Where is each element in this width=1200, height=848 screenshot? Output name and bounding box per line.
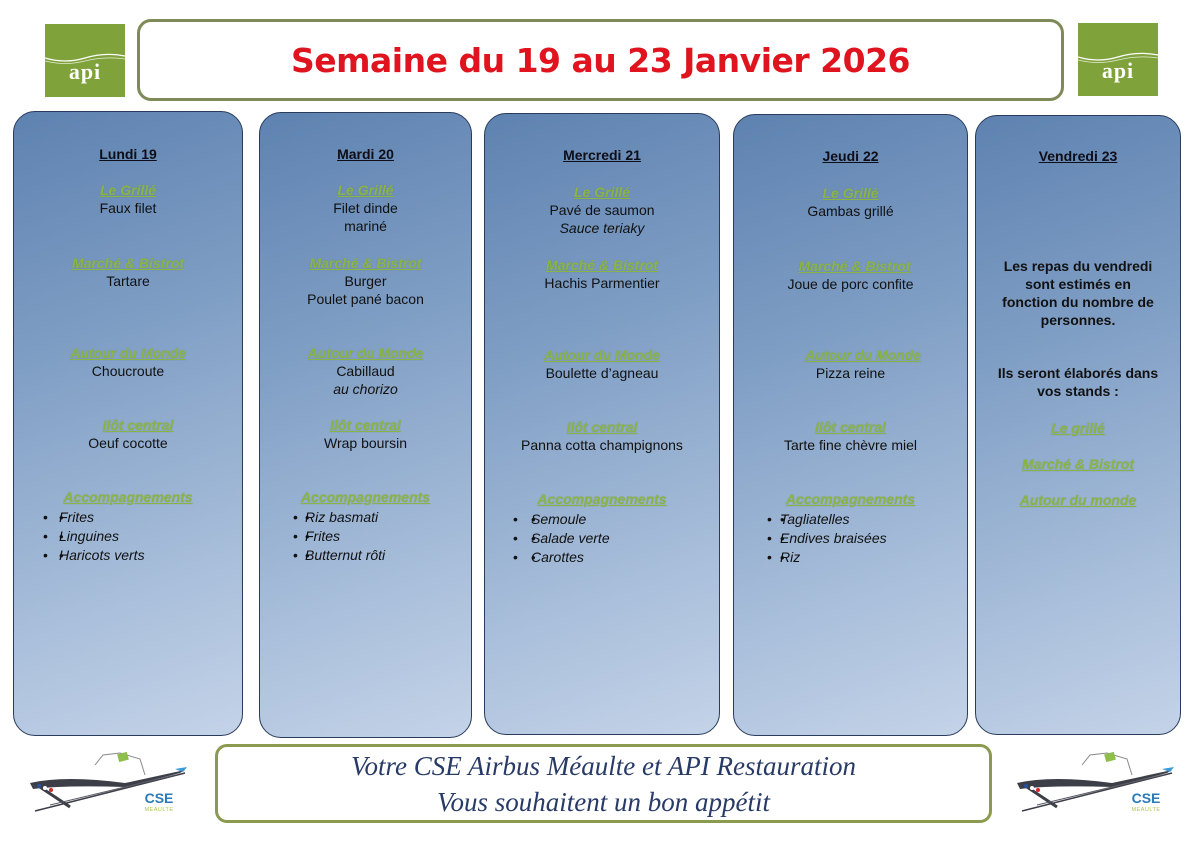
side-item: • • Haricots verts xyxy=(59,546,145,565)
day-card-lundi xyxy=(13,111,243,736)
sides-list xyxy=(767,510,887,567)
section-label-monde: Autour du Monde xyxy=(805,347,921,363)
sides-list xyxy=(513,510,610,567)
friday-note-stands: Ils seront élaborés dans vos stands : xyxy=(997,365,1159,399)
side-item: • • Frites xyxy=(305,527,385,546)
svg-text:MEAULTE: MEAULTE xyxy=(1131,807,1161,813)
section-label-bistrot: Marché & Bistrot xyxy=(71,255,185,271)
dish: Burger xyxy=(344,273,387,289)
section-label-ilot: Ilôt central xyxy=(330,417,401,433)
bullet-icon: • • xyxy=(293,528,298,544)
section-label-grill: Le Grillé xyxy=(573,184,631,200)
side-item: • • Butternut rôti xyxy=(305,546,385,565)
side-item: • • Salade verte xyxy=(531,529,610,548)
section-label-bistrot: Marché & Bistrot xyxy=(798,258,911,274)
api-logo-text: api xyxy=(1101,58,1135,83)
svg-text:CSE: CSE xyxy=(1131,790,1161,806)
dish: Oeuf cocotte xyxy=(88,435,168,451)
section-label-accompagnements: Accompagnements xyxy=(63,489,193,505)
side-item: • • Frites xyxy=(59,508,145,527)
day-title: Vendredi 23 xyxy=(1038,148,1118,164)
stand-label-bistrot: Marché & Bistrot xyxy=(1021,456,1135,472)
footer-line-1: Votre CSE Airbus Méaulte et API Restauration xyxy=(351,750,856,781)
bullet-icon: • • xyxy=(767,530,772,546)
section-label-monde: Autour du Monde xyxy=(544,347,660,363)
side-item: • • Carottes xyxy=(531,548,610,567)
title-banner xyxy=(137,19,1064,101)
day-card-mercredi xyxy=(484,113,720,735)
bullet-icon: • • xyxy=(43,509,48,525)
svg-text:MEAULTE: MEAULTE xyxy=(144,807,174,813)
dish: Pavé de saumon xyxy=(549,202,655,218)
dish: Panna cotta champignons xyxy=(521,437,683,453)
svg-text:CSE: CSE xyxy=(144,790,174,806)
dish: Choucroute xyxy=(91,363,165,379)
section-label-grill: Le Grillé xyxy=(822,185,879,201)
day-title: Mercredi 21 xyxy=(563,147,641,163)
dish: Hachis Parmentier xyxy=(544,275,660,291)
section-label-bistrot: Marché & Bistrot xyxy=(309,255,422,271)
dish: Tarte fine chèvre miel xyxy=(783,437,918,453)
day-card-mardi xyxy=(259,112,472,738)
side-item: • • Linguines xyxy=(59,527,145,546)
dish: Cabillaud xyxy=(336,363,395,379)
section-label-grill: Le Grillé xyxy=(99,182,157,198)
bullet-icon: • • xyxy=(513,549,518,565)
section-label-accompagnements: Accompagnements xyxy=(785,491,916,507)
bullet-icon: • • xyxy=(43,528,48,544)
cse-airbus-logo xyxy=(1012,745,1182,820)
side-item: • • Riz xyxy=(780,548,887,567)
day-card-vendredi xyxy=(975,115,1181,735)
dish: Poulet pané bacon xyxy=(307,291,424,307)
stand-label-monde: Autour du monde xyxy=(1019,492,1137,508)
bullet-icon: • • xyxy=(767,549,772,565)
section-label-monde: Autour du Monde xyxy=(307,345,424,361)
dish: au chorizo xyxy=(333,381,398,397)
bullet-icon: • • xyxy=(513,511,518,527)
day-card-jeudi xyxy=(733,114,968,736)
section-label-accompagnements: Accompagnements xyxy=(537,491,667,507)
dish: Filet dinde xyxy=(333,200,398,216)
section-label-monde: Autour du Monde xyxy=(70,345,186,361)
day-title: Jeudi 22 xyxy=(822,148,879,164)
dish: Boulette d’agneau xyxy=(545,365,659,381)
section-label-ilot: Ilôt central xyxy=(815,419,886,435)
stand-label-grill: Le grillé xyxy=(1051,420,1105,436)
side-item: • • Tagliatelles xyxy=(780,510,887,529)
section-label-ilot: Ilôt central xyxy=(566,419,638,435)
dish: mariné xyxy=(344,218,387,234)
side-item: • • Riz basmati xyxy=(305,508,385,527)
footer-banner xyxy=(215,744,992,823)
bullet-icon: • • xyxy=(767,511,772,527)
dish: Joue de porc confite xyxy=(787,276,914,292)
dish: Pizza reine xyxy=(815,365,886,381)
page-title: Semaine du 19 au 23 Janvier 2026 xyxy=(290,40,910,80)
side-item: • • Semoule xyxy=(531,510,610,529)
api-logo-text: api xyxy=(68,59,102,84)
footer-line-2: Vous souhaitent un bon appétit xyxy=(437,786,770,817)
friday-note: Les repas du vendredi sont estimés en fonction du nombre de personnes. xyxy=(1002,258,1154,328)
bullet-icon: • • xyxy=(293,547,298,563)
sides-list xyxy=(293,508,386,565)
section-label-accompagnements: Accompagnements xyxy=(300,489,431,505)
section-label-bistrot: Marché & Bistrot xyxy=(545,257,659,273)
bullet-icon: • • xyxy=(513,530,518,546)
bullet-icon: • • xyxy=(293,509,298,525)
api-logo-left xyxy=(45,24,125,97)
dish: Wrap boursin xyxy=(323,435,407,451)
section-label-ilot: Ilôt central xyxy=(102,417,174,433)
day-title: Mardi 20 xyxy=(337,146,394,162)
side-item: • • Endives braisées xyxy=(780,529,887,548)
dish: Gambas grillé xyxy=(807,203,894,219)
dish: Sauce teriaky xyxy=(559,220,645,236)
dish: Faux filet xyxy=(99,200,157,216)
section-label-grill: Le Grillé xyxy=(337,182,394,198)
dish: Tartare xyxy=(106,273,150,289)
sides-list xyxy=(43,508,145,565)
cse-airbus-logo xyxy=(25,745,195,820)
day-title: Lundi 19 xyxy=(99,146,157,162)
bullet-icon: • • xyxy=(43,547,48,563)
api-logo-right xyxy=(1078,23,1158,96)
